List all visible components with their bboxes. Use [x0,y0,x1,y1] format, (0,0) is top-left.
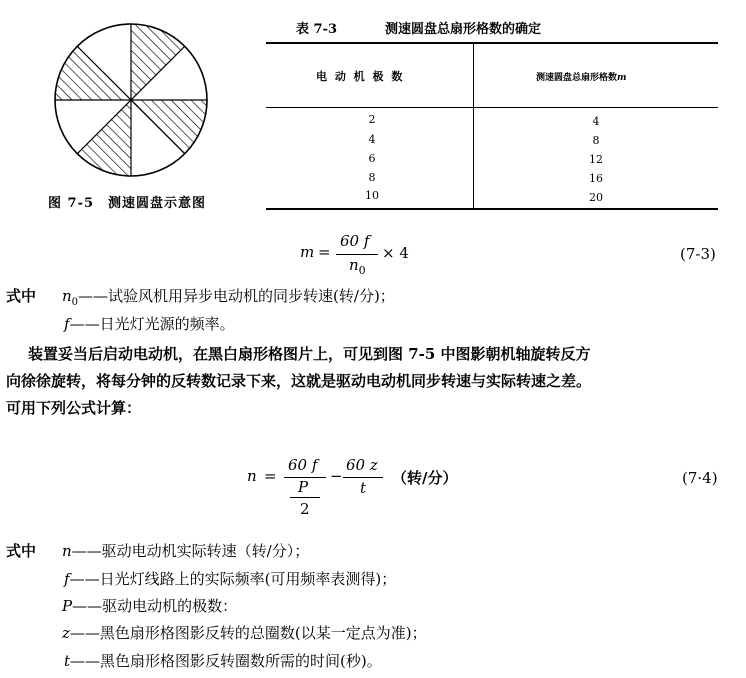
eq74-unit: （转/分） [392,469,458,487]
poles-cell: 10 [365,189,379,202]
table-number: 表 7-3 [296,22,338,37]
table-header-poles: 电 动 机 极 数 [316,70,405,83]
where-item: n——驱动电动机实际转速（转/分）； [62,542,310,560]
sectors-cell: 8 [592,134,600,147]
table-top-rule [266,42,718,44]
paragraph-line: 向徐徐旋转，将每分钟的反转数记录下来，这就是驱动电动机同步转速与实际转速之差。 [6,372,592,390]
table-title-text: 测速圆盘总扇形格数的确定 [385,22,542,37]
hatched-sector [77,100,131,176]
eq73-times: × 4 [382,244,409,262]
where-item: $n_0——$试验风机用异步电动机的同步转速(转/分)； [62,287,395,308]
eq73-denominator: $n_0$ [349,256,366,277]
eq74-lhs: n [247,467,257,485]
table-column-divider [473,44,474,208]
eq74-den1-top: P [298,478,309,496]
where-item: f——日光灯线路上的实际频率(可用频率表测得)； [64,570,397,588]
eq74-den2: t [360,479,367,497]
eq74-tag: (7·4) [682,469,718,487]
where-item: z——黑色扇形格图影反转的总圈数(以某一定点为准)； [62,624,427,642]
eq73-numerator: 60 f [340,232,370,250]
table-header-rule [266,107,718,108]
eq74-fraction-bar-3 [343,477,383,478]
table-bottom-rule [266,208,718,210]
eq73-lhs: m [300,243,315,261]
table-title [296,18,541,37]
eq74-minus: − [330,467,343,485]
hatched-sector [131,24,185,100]
where-lead: 式中 [6,287,37,305]
eq73-equals: = [318,243,331,261]
poles-cell: 6 [368,152,376,165]
where-item: P——驱动电动机的极数： [62,597,238,615]
where-item: f——日光灯光源的频率。 [64,315,235,333]
figure-caption: 图 7-5 测速圆盘示意图 [48,196,207,211]
paragraph-line: 装置妥当后启动电动机，在黑白扇形格图片上，可见到图 7-5 中图影朝机轴旋转反方 [28,345,591,363]
eq74-equals: = [264,467,277,485]
eq74-num1: 60 f [288,456,318,474]
eq73-tag: (7-3) [680,245,716,263]
sectors-cell: 20 [589,191,603,204]
sectors-cell: 12 [589,153,603,166]
table-header-var: m [617,73,627,83]
table-header-sectors: 测速圆盘总扇形格数m [536,73,627,83]
eq74-fraction-bar-2 [290,497,320,498]
eq73-fraction-bar [336,254,378,255]
poles-cell: 2 [368,113,376,126]
sectors-cell: 4 [592,115,600,128]
speed-disc-figure [40,14,222,184]
where-lead: 式中 [6,542,37,560]
hatched-sector [131,100,207,154]
where-item: t——黑色扇形格图影反转圈数所需的时间(秒)。 [64,652,382,670]
eq74-den1-bottom: 2 [300,500,310,518]
hatched-sector [55,46,131,100]
eq74-num2: 60 z [346,456,378,474]
paragraph-line: 可用下列公式计算： [6,399,142,417]
sectors-cell: 16 [589,172,603,185]
poles-cell: 8 [368,171,376,184]
poles-cell: 4 [368,133,376,146]
